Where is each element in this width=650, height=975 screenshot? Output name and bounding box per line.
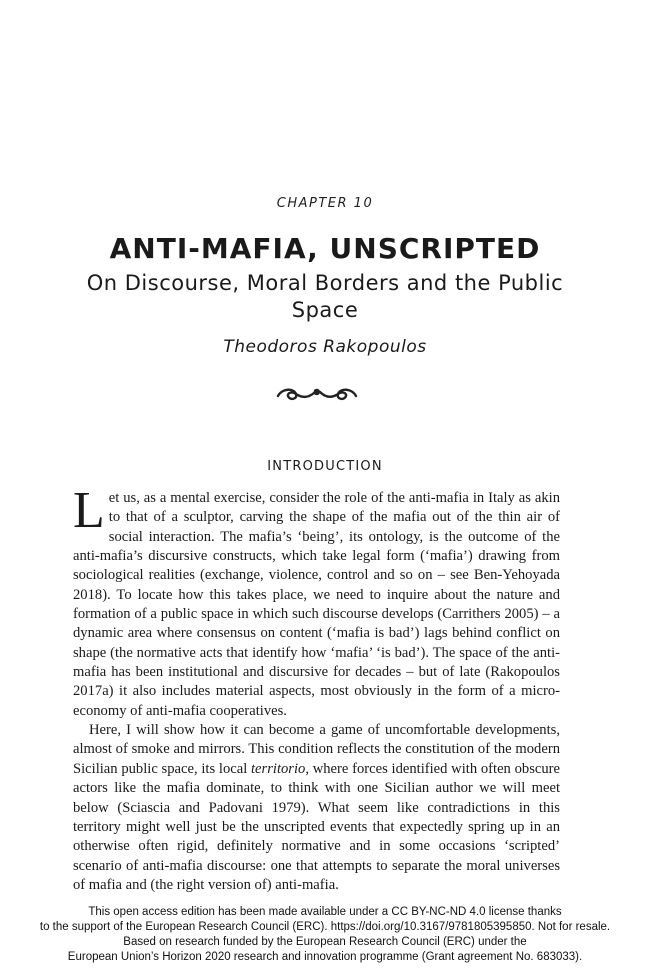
drop-cap: L	[73, 482, 105, 539]
paragraph-text: et us, as a mental exercise, consider the role of the anti-mafia in Italy as akin to that of a sculptor, carving the shape of the mafia out of the thin air of social interaction. The mafia’s ‘being’, its ontology, is the outcome of the anti-mafia’s discursive constructs, which take legal form (‘mafia’) drawing from sociological realities (exchange, violence, control and so on – see Ben-Yehoyada 2018). To locate how this takes place, we need to inquire about the nature and formation of a public space in which such discourse develops (Carrithers 2005) – a dynamic area where consensus on content (‘mafia is bad’) lags behind conflict on shape (the normative acts that identify how ‘mafia’ ‘is bad’). The space of the anti-mafia has been institutional and discursive for decades – but of late (Rakopoulos 2017a) it also includes material aspects, most obviously in the form of a micro-economy of anti-mafia cooperatives.	[73, 490, 560, 719]
chapter-label: CHAPTER 10	[276, 196, 374, 211]
body-text	[73, 482, 560, 895]
author-name: Theodoros Rakopoulos	[223, 337, 427, 357]
paragraph-text: , where forces identified with often obscure actors like the mafia dominate, to think with one Sicilian author we will meet below (Sciascia and Padovani 1979). What seem like contradictions in this territory might well just be the unscripted events that expectedly spring up in an otherwise often rigid, definitely normative and in some occasions ‘scripted’ scenario of anti-mafia discourse: one that attempts to separate the moral universes of mafia and (the right version of) anti-mafia.	[73, 760, 560, 893]
section-heading: INTRODUCTION	[267, 459, 383, 474]
paragraph	[73, 721, 560, 895]
paragraph-text: Here, I will show how it can become a game of uncomfortable developments, almost of smoke and mirrors. This condition reflects the constitution of the modern Sicilian public space, its local	[73, 722, 560, 777]
footer-line: This open access edition has been made available under a CC BY-NC-ND 4.0 license thanks	[88, 906, 562, 918]
paragraph	[73, 482, 560, 721]
chapter-subtitle: On Discourse, Moral Borders and the Public Space	[86, 271, 564, 322]
license-footer	[0, 905, 650, 965]
footer-line: to the support of the European Research Council (ERC). https://doi.org/10.3167/9781805395850. Not for resale.	[39, 921, 611, 933]
footer-line: Based on research funded by the European Research Council (ERC) under the	[123, 936, 527, 948]
decorative-scroll-ornament-icon	[272, 382, 362, 406]
italic-term: territorio	[251, 760, 306, 777]
chapter-title: ANTI-MAFIA, UNSCRIPTED	[109, 232, 541, 265]
footer-line: European Union’s Horizon 2020 research and innovation programme (Grant agreement No. 683033).	[67, 951, 583, 963]
